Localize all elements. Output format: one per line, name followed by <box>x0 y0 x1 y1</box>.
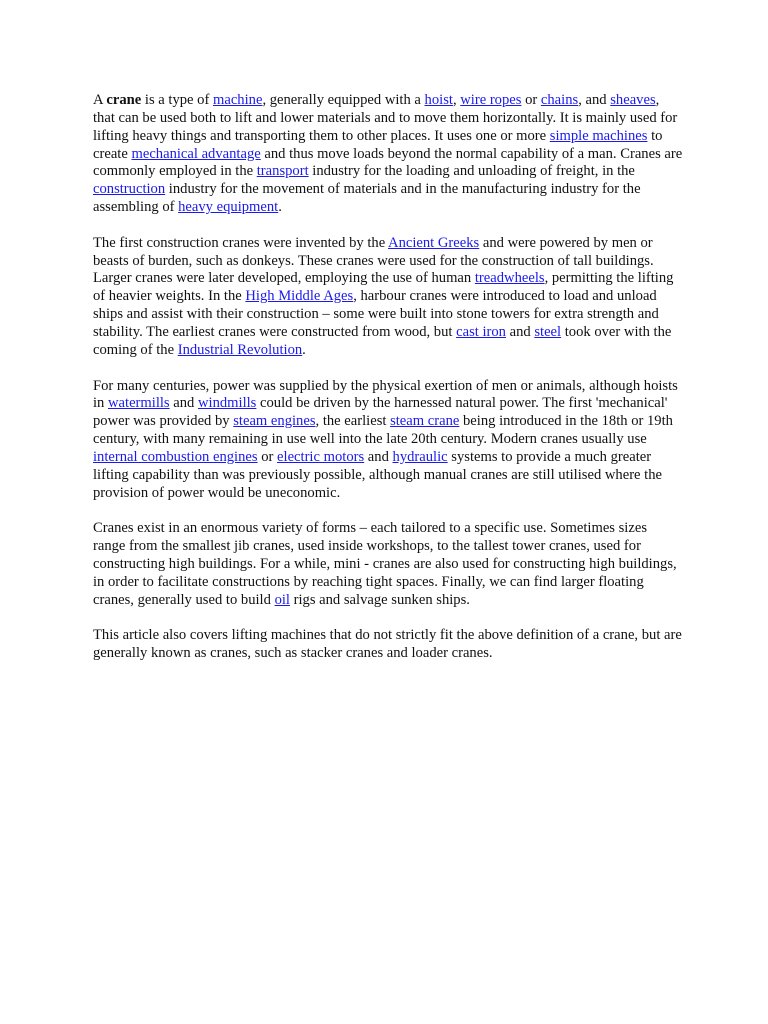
text-run: industry for the loading and unloading of freight, in the <box>308 163 635 180</box>
paragraph-history <box>93 235 683 360</box>
text-run: is a type of <box>141 92 213 108</box>
link-cast-iron[interactable]: cast iron <box>456 323 506 340</box>
text-run: , the earliest <box>315 413 391 430</box>
link-heavy-equipment[interactable]: heavy equipment <box>178 199 279 216</box>
text-run: being introduced in the 18th or 19th century, with many remaining in use well into the late 20th century. Modern cranes usually use <box>93 413 673 448</box>
link-internal-combustion-engines[interactable]: internal combustion engines <box>93 448 258 465</box>
text-run: This article also covers lifting machines that do not strictly fit the above definition of a crane, but are generally known as cranes, such as stacker cranes and loader cranes. <box>93 627 682 662</box>
text-run: rigs and salvage sunken ships. <box>289 591 470 608</box>
link-construction[interactable]: construction <box>93 181 166 198</box>
text-run: A <box>93 92 107 108</box>
text-run: and <box>364 448 393 465</box>
text-run: The first construction cranes were invented by the <box>93 234 389 251</box>
link-steel[interactable]: steel <box>534 323 562 340</box>
link-hoist[interactable]: hoist <box>424 92 453 108</box>
link-high-middle-ages[interactable]: High Middle Ages <box>245 288 354 305</box>
text-run: or <box>521 92 541 108</box>
link-wire-ropes[interactable]: wire ropes <box>460 92 522 108</box>
text-run: could be driven by the harnessed natural power. The first 'mechanical' power was provided by <box>93 395 668 430</box>
paragraph-forms <box>93 520 683 609</box>
link-steam-crane[interactable]: steam crane <box>390 413 460 430</box>
text-run: to create <box>93 127 663 162</box>
text-run: and were powered by men or beasts of burden, such as donkeys. These cranes were used for the construction of tall buildings. Larger cranes were later developed, employing the use of human <box>93 234 654 287</box>
link-oil[interactable]: oil <box>274 591 290 608</box>
paragraph-power <box>93 378 683 503</box>
link-simple-machines[interactable]: simple machines <box>549 127 648 144</box>
text-run: . <box>302 341 306 358</box>
link-steam-engines[interactable]: steam engines <box>233 413 316 430</box>
text-run: , that can be used both to lift and lower materials and to move them horizontally. It is mainly used for lifting heavy things and transporting them to other places. It uses one or more <box>93 92 678 144</box>
link-watermills[interactable]: watermills <box>108 395 170 412</box>
link-sheaves[interactable]: sheaves <box>610 92 656 108</box>
paragraph-scope <box>93 627 683 663</box>
text-run: industry for the movement of materials and in the manufacturing industry for the assembling of <box>93 181 641 216</box>
paragraph-intro <box>93 92 683 217</box>
text-run: . <box>278 199 282 216</box>
text-run: and thus move loads beyond the normal capability of a man. Cranes are commonly employed in the <box>93 145 683 180</box>
text-run: , and <box>578 92 611 108</box>
text-run: or <box>257 448 278 465</box>
bold-term: crane <box>106 92 142 108</box>
text-run: For many centuries, power was supplied by the physical exertion of men or animals, although hoists in <box>93 377 678 412</box>
text-run: , generally equipped with a <box>262 92 425 108</box>
link-windmills[interactable]: windmills <box>197 395 257 412</box>
text-run: systems to provide a much greater lifting capability than was previously possible, although manual cranes are still utilised where the provision of power would be uneconomic. <box>93 448 663 501</box>
text-run: , harbour cranes were introduced to load and unload ships and assist with their construction – some were built into stone towers for extra strength and stability. The earliest cranes were constructed from wood, but <box>93 288 659 340</box>
link-ancient-greeks[interactable]: Ancient Greeks <box>388 234 480 251</box>
link-industrial-revolution[interactable]: Industrial Revolution <box>177 341 303 358</box>
link-mechanical-advantage[interactable]: mechanical advantage <box>131 145 261 162</box>
link-treadwheels[interactable]: treadwheels <box>474 270 545 287</box>
text-run: Cranes exist in an enormous variety of forms – each tailored to a specific use. Sometimes sizes range from the smallest jib cranes, used inside workshops, to the tallest tower cranes, used for constructing high buildings. For a while, mini - cranes are also used for constructing high buildings, in order to facilitate constructions by reaching tight spaces. Finally, we can find larger floating cranes, generally used to build <box>93 520 677 608</box>
text-run: , permitting the lifting of heavier weights. In the <box>93 270 674 305</box>
text-run: and <box>505 323 535 340</box>
article-body <box>93 92 683 681</box>
link-hydraulic[interactable]: hydraulic <box>392 448 448 465</box>
link-electric-motors[interactable]: electric motors <box>277 448 365 465</box>
link-machine[interactable]: machine <box>213 92 263 108</box>
link-chains[interactable]: chains <box>540 92 579 108</box>
link-transport[interactable]: transport <box>256 163 309 180</box>
text-run: took over with the coming of the <box>93 323 672 358</box>
text-run: , <box>452 92 461 108</box>
text-run: and <box>169 395 198 412</box>
